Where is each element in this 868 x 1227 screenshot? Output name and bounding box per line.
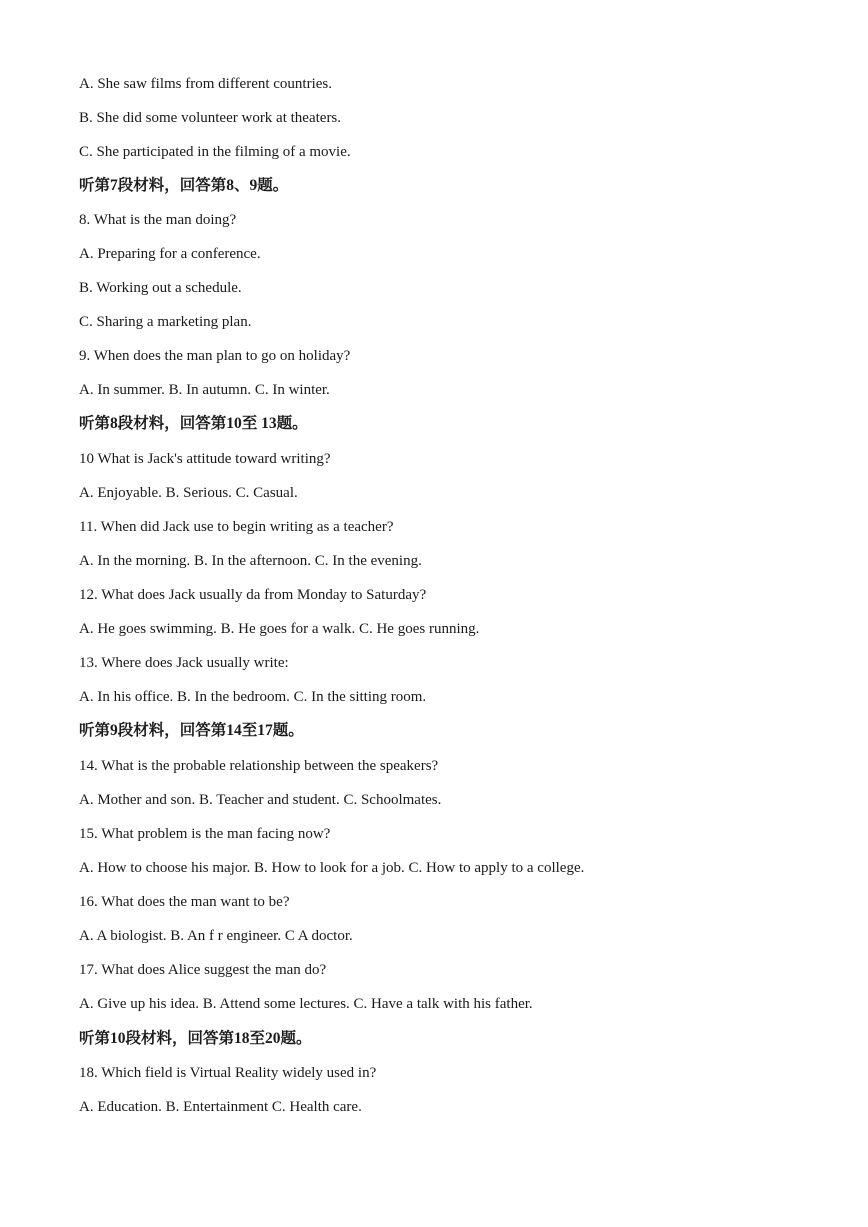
option-line: A. Enjoyable. B. Serious. C. Casual. (79, 485, 298, 501)
option-line: A. Preparing for a conference. (79, 246, 261, 262)
option-line: A. He goes swimming. B. He goes for a walk. C. He goes running. (79, 621, 480, 637)
question-line: 10 What is Jack's attitude toward writing? (79, 451, 331, 467)
question-line: 13. Where does Jack usually write: (79, 655, 289, 671)
option-line: A. Education. B. Entertainment C. Health care. (79, 1099, 362, 1115)
question-line: 17. What does Alice suggest the man do? (79, 962, 327, 978)
option-line: B. Working out a schedule. (79, 280, 242, 296)
option-line: A. A biologist. B. An f r engineer. C A doctor. (79, 928, 353, 944)
option-line: C. Sharing a marketing plan. (79, 314, 252, 330)
option-line: A. She saw films from different countries. (79, 76, 333, 92)
question-line: 18. Which field is Virtual Reality widely used in? (79, 1065, 377, 1081)
section-heading: 听第7段材料，回答第8、9题。 (79, 177, 289, 194)
option-line: A. Mother and son. B. Teacher and student. C. Schoolmates. (79, 792, 442, 808)
section-heading: 听第9段材料，回答第14至17题。 (79, 722, 304, 739)
option-line: A. Give up his idea. B. Attend some lectures. C. Have a talk with his father. (79, 996, 533, 1012)
question-line: 9. When does the man plan to go on holiday? (79, 348, 351, 364)
section-heading: 听第10段材料，回答第18至20题。 (79, 1030, 312, 1047)
question-line: 15. What problem is the man facing now? (79, 826, 331, 842)
section-heading: 听第8段材料，回答第10至 13题。 (79, 415, 308, 432)
question-line: 14. What is the probable relationship between the speakers? (79, 758, 439, 774)
option-line: C. She participated in the filming of a movie. (79, 144, 351, 160)
question-line: 11. When did Jack use to begin writing as a teacher? (79, 519, 394, 535)
question-line: 16. What does the man want to be? (79, 894, 290, 910)
option-line: A. In his office. B. In the bedroom. C. In the sitting room. (79, 689, 427, 705)
question-line: 8. What is the man doing? (79, 212, 237, 228)
question-line: 12. What does Jack usually da from Monday to Saturday? (79, 587, 427, 603)
option-line: A. How to choose his major. B. How to look for a job. C. How to apply to a college. (79, 860, 585, 876)
option-line: A. In the morning. B. In the afternoon. C. In the evening. (79, 553, 422, 569)
option-line: B. She did some volunteer work at theaters. (79, 110, 342, 126)
option-line: A. In summer. B. In autumn. C. In winter. (79, 382, 330, 398)
